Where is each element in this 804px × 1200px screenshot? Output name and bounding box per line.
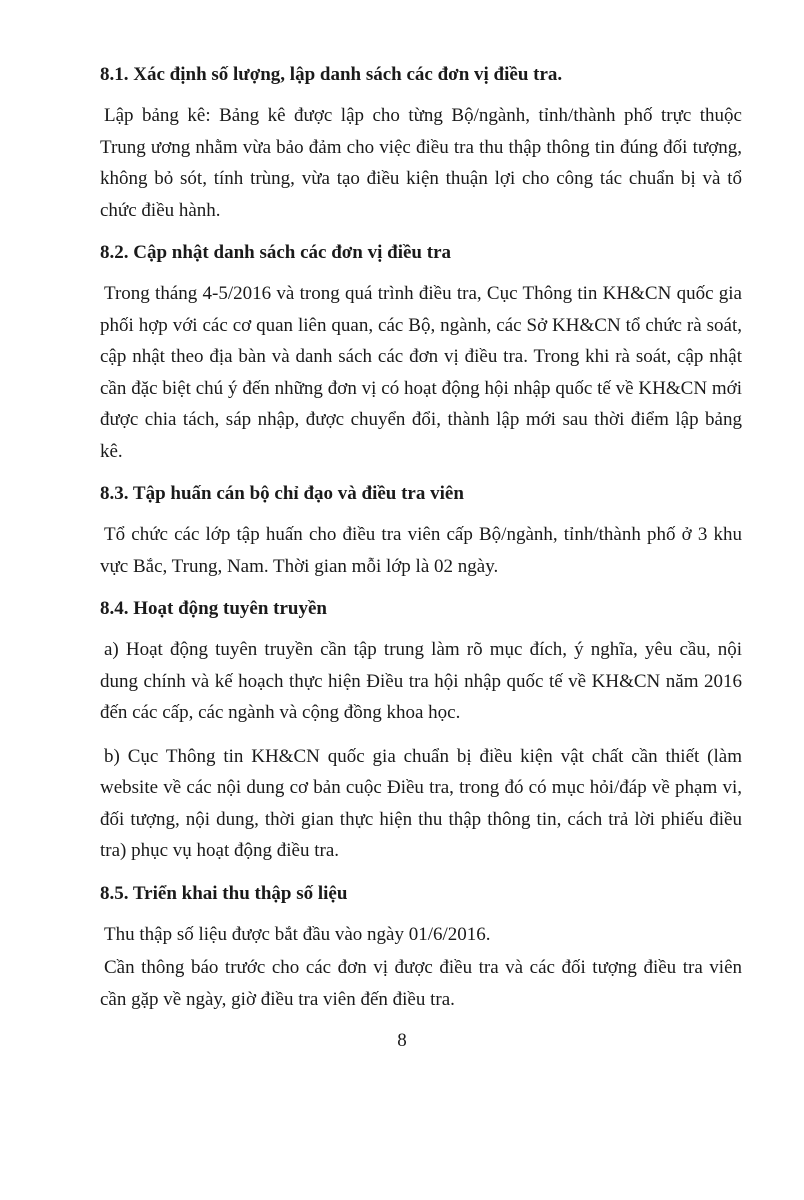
section-paragraph: Trong tháng 4-5/2016 và trong quá trình điều tra, Cục Thông tin KH&CN quốc gia phối hợp với các cơ quan liên quan, các Bộ, ngành, các Sở KH&CN tổ chức rà soát, cập nhật theo địa bàn và danh sách các đơn vị điều tra. Trong khi rà soát, cập nhật cần đặc biệt chú ý đến những đơn vị có hoạt động hội nhập quốc tế về KH&CN mới được chia tách, sáp nhập, được chuyển đổi, thành lập mới sau thời điểm lập bảng kê. <box>100 283 742 462</box>
section-paragraph: Thu thập số liệu được bắt đầu vào ngày 01/6/2016. <box>104 923 491 945</box>
section-8-3 <box>100 479 742 582</box>
section-paragraph: Cần thông báo trước cho các đơn vị được điều tra và các đối tượng điều tra viên cần gặp về ngày, giờ điều tra viên đến điều tra. <box>100 957 742 1010</box>
section-paragraph: a) Hoạt động tuyên truyền cần tập trung làm rõ mục đích, ý nghĩa, yêu cầu, nội dung chính và kế hoạch thực hiện Điều tra hội nhập quốc tế về KH&CN năm 2016 đến các cấp, các ngành và cộng đồng khoa học. <box>100 639 742 723</box>
section-heading: 8.2. Cập nhật danh sách các đơn vị điều tra <box>100 242 451 263</box>
section-heading: 8.1. Xác định số lượng, lập danh sách các đơn vị điều tra. <box>100 64 563 85</box>
section-heading: 8.3. Tập huấn cán bộ chỉ đạo và điều tra viên <box>100 483 464 504</box>
section-heading: 8.4. Hoạt động tuyên truyền <box>100 598 327 619</box>
section-paragraph: Lập bảng kê: Bảng kê được lập cho từng Bộ/ngành, tỉnh/thành phố trực thuộc Trung ương nhằm vừa bảo đảm cho việc điều tra thu thập thông tin đúng đối tượng, không bỏ sót, tính trùng, vừa tạo điều kiện thuận lợi cho công tác chuẩn bị và tổ chức điều hành. <box>100 105 742 221</box>
section-8-5 <box>100 879 742 1016</box>
document-page <box>100 52 742 1027</box>
section-8-1 <box>100 60 742 226</box>
section-heading: 8.5. Triển khai thu thập số liệu <box>100 882 348 904</box>
section-paragraph: b) Cục Thông tin KH&CN quốc gia chuẩn bị điều kiện vật chất cần thiết (làm website về các nội dung cơ bản cuộc Điều tra, trong đó có mục hỏi/đáp về phạm vi, đối tượng, nội dung, thời gian thực hiện thu thập thông tin, cách trả lời phiếu điều tra) phục vụ hoạt động điều tra. <box>100 745 742 861</box>
section-8-2 <box>100 238 742 467</box>
section-8-4 <box>100 594 742 867</box>
section-paragraph: Tổ chức các lớp tập huấn cho điều tra viên cấp Bộ/ngành, tỉnh/thành phố ở 3 khu vực Bắc, Trung, Nam. Thời gian mỗi lớp là 02 ngày. <box>100 524 742 577</box>
page-number: 8 <box>397 1030 407 1051</box>
